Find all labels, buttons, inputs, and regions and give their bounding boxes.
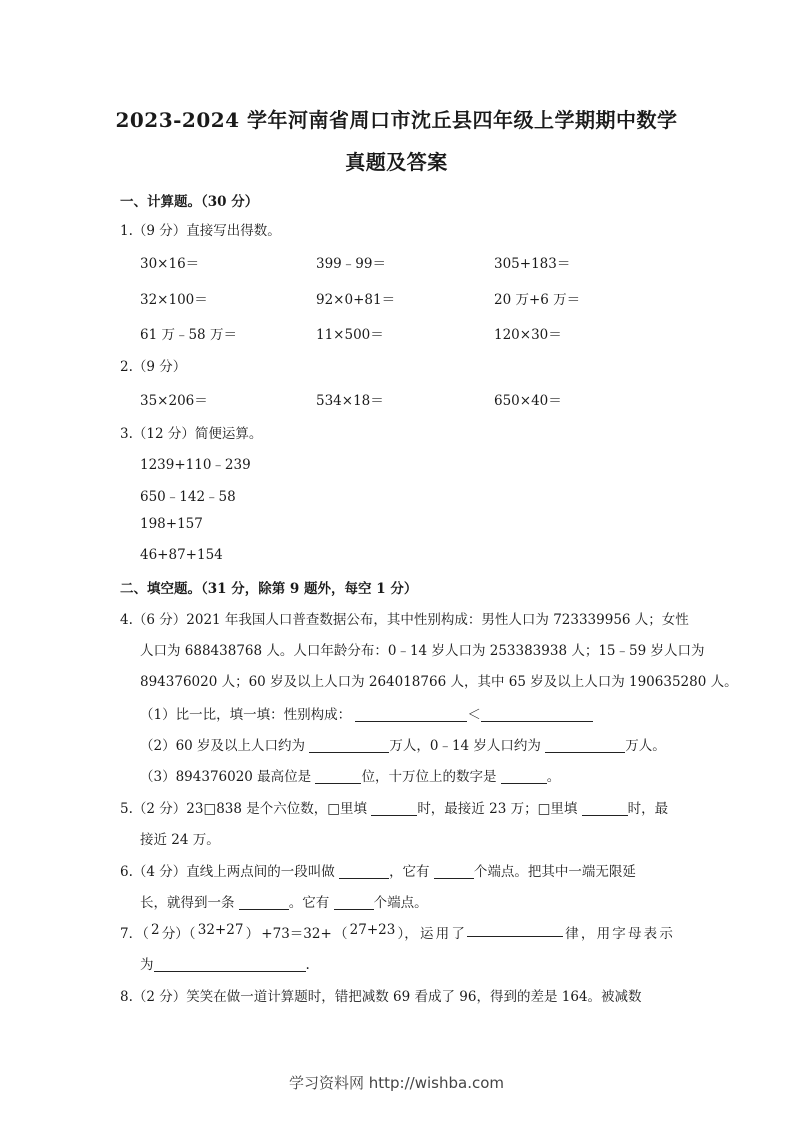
q4-sub2	[140, 734, 666, 754]
q7-seg: 示	[659, 926, 673, 942]
q7-seg: 2	[151, 922, 160, 938]
q5-line1	[120, 797, 668, 817]
q4-sub3	[140, 765, 560, 785]
q7-seg: 运	[419, 926, 434, 942]
less-than-sign: ＜	[467, 707, 481, 723]
q1-r3-c3: 120×30＝	[494, 327, 562, 343]
q7-text-g: 为	[140, 957, 154, 973]
q2-c3: 650×40＝	[494, 393, 562, 409]
answer-blank[interactable]	[545, 738, 625, 753]
q1-r3-c2: 11×500＝	[316, 327, 384, 343]
q4-sub3-text-b: 位，十万位上的数字是	[361, 769, 497, 785]
answer-blank[interactable]	[239, 895, 289, 910]
q6-text-c: 个端点。把其中一端无限延	[473, 864, 636, 880]
q2-label: 2.（9 分）	[120, 359, 187, 375]
answer-blank[interactable]	[467, 922, 563, 937]
q5-text-c: 时，最	[627, 801, 669, 817]
q7-seg: 32+27	[197, 922, 244, 938]
q4-sub2-text-b: 万人，0﹣14 岁人口约为	[389, 738, 541, 754]
q1-r1-c3: 305+183＝	[494, 256, 571, 272]
q3-item: 1239+110﹣239	[140, 457, 251, 473]
q4-sub3-text-a: （3）894376020 最高位是	[140, 769, 312, 785]
q7-seg: 用	[596, 926, 611, 942]
answer-blank[interactable]	[339, 864, 389, 879]
q1-r2-c2: 92×0+81＝	[316, 292, 396, 308]
answer-blank[interactable]	[434, 864, 474, 879]
q3-label: 3.（12 分）简便运算。	[120, 426, 263, 442]
q7-seg: +73＝32+	[261, 926, 332, 942]
q7-seg: 7．（	[120, 926, 149, 942]
q4-sub1-text: （1）比一比，填一填：性别构成：	[140, 707, 352, 723]
answer-blank[interactable]	[355, 707, 467, 722]
q1-r2-c1: 32×100＝	[140, 292, 208, 308]
q2-c1: 35×206＝	[140, 393, 208, 409]
answer-blank[interactable]	[582, 801, 628, 816]
q1-label: 1.（9 分）直接写出得数。	[120, 223, 281, 239]
q4-sub2-text-c: 万人。	[625, 738, 666, 754]
answer-blank[interactable]	[371, 801, 417, 816]
q6-line2	[140, 891, 428, 911]
q1-r2-c3: 20 万+6 万＝	[494, 292, 581, 308]
answer-blank[interactable]	[309, 738, 389, 753]
q6-text-e: 。它有	[288, 895, 330, 911]
q6-text-a: 6.（4 分）直线上两点间的一段叫做	[120, 864, 335, 880]
q1-r1-c2: 399﹣99＝	[316, 256, 386, 272]
answer-blank[interactable]	[481, 707, 593, 722]
q6-line1	[120, 860, 636, 880]
q6-text-d: 长，就得到一条	[140, 895, 235, 911]
q3-item: 46+87+154	[140, 547, 223, 563]
q4-sub1	[140, 703, 593, 723]
q1-r3-c1: 61 万﹣58 万＝	[140, 327, 237, 343]
q3-item: 198+157	[140, 516, 203, 532]
page-title-line1: 2023-2024 学年河南省周口市沈丘县四年级上学期期中数学	[115, 108, 678, 132]
section1-heading: 一、计算题。（30 分）	[120, 194, 259, 210]
q7-seg: ）	[245, 926, 260, 942]
q7-seg: ），	[397, 926, 418, 942]
q4-sub2-text-a: （2）60 岁及以上人口约为	[140, 738, 306, 754]
q7-seg: 27+23	[349, 922, 396, 938]
answer-blank[interactable]	[501, 769, 547, 784]
q6-text-b: ，它有	[389, 864, 430, 880]
q4-line2: 人口为 688438768 人。人口年龄分布：0﹣14 岁人口为 253383938 人；15﹣59 岁人口为	[140, 643, 705, 659]
q7-seg: 分）（	[161, 926, 196, 942]
q5-line2: 接近 24 万。	[140, 832, 220, 848]
q1-r1-c1: 30×16＝	[140, 256, 200, 272]
answer-blank[interactable]	[315, 769, 361, 784]
q7-text-h: .	[305, 957, 310, 973]
footer-watermark: 学习资料网 http://wishba.com	[289, 1074, 504, 1092]
q7-line1	[120, 922, 673, 942]
q7-seg: 用	[435, 926, 450, 942]
q3-item: 650﹣142﹣58	[140, 489, 236, 505]
q7-line2	[140, 953, 310, 973]
q7-seg: 字	[612, 926, 626, 942]
q7-seg: 母	[627, 926, 642, 942]
answer-blank[interactable]	[334, 895, 374, 910]
q4-line3: 894376020 人；60 岁及以上人口为 264018766 人，其中 65 岁及以上人口为 190635280 人。	[140, 674, 738, 690]
answer-blank[interactable]	[154, 957, 306, 972]
q8-line1: 8.（2 分）笑笑在做一道计算题时，错把减数 69 看成了 96，得到的差是 164。被减数	[120, 989, 642, 1005]
page-title-line2: 真题及答案	[345, 150, 448, 174]
q7-seg: 律	[565, 926, 579, 942]
q4-line1: 4.（6 分）2021 年我国人口普查数据公布，其中性别构成：男性人口为 723339956 人；女性	[120, 612, 689, 628]
section2-heading: 二、填空题。（31 分，除第 9 题外，每空 1 分）	[120, 581, 418, 597]
q5-text-a: 5.（2 分）23□838 是个六位数，□里填	[120, 801, 368, 817]
q7-seg: 了	[451, 926, 465, 942]
q6-text-f: 个端点。	[373, 895, 428, 911]
q2-c2: 534×18＝	[316, 393, 384, 409]
q7-seg: ，	[580, 926, 595, 942]
q4-sub3-text-c: 。	[546, 769, 561, 785]
q7-seg: 表	[643, 926, 658, 942]
q7-seg: （	[333, 926, 348, 942]
q5-text-b: 时，最接近 23 万；□里填	[417, 801, 578, 817]
